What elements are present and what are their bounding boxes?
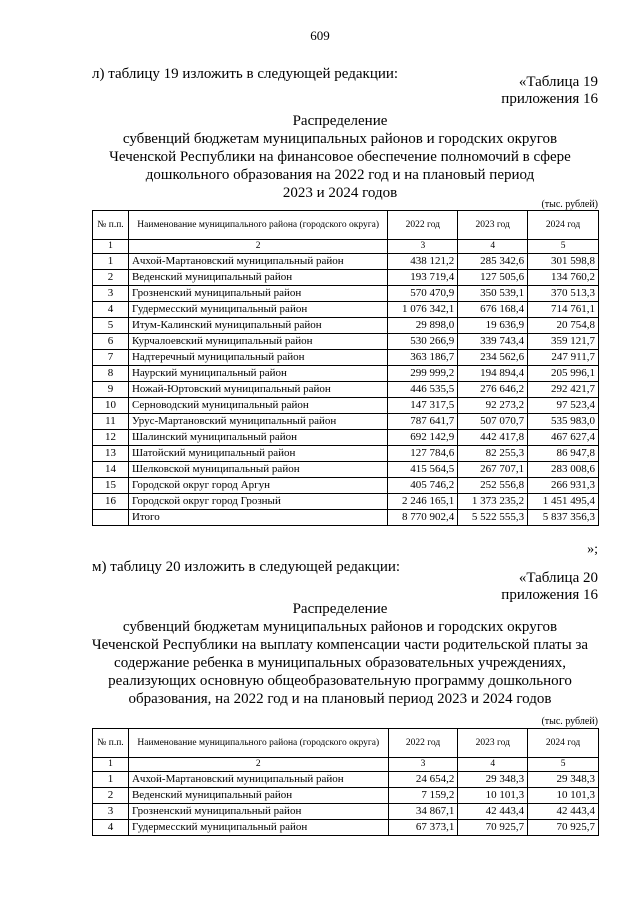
table-row <box>93 350 599 366</box>
index-cell: 3 <box>388 240 458 254</box>
table-row <box>93 382 599 398</box>
page-number: 609 <box>310 28 330 43</box>
row-num: 1 <box>93 254 129 270</box>
header-cell: 2022 год <box>388 211 458 240</box>
index-cell: 4 <box>458 758 528 772</box>
row-2022: 299 999,2 <box>388 366 458 382</box>
row-2023: 507 070,7 <box>458 414 528 430</box>
row-2022: 692 142,9 <box>388 430 458 446</box>
row-num: 15 <box>93 478 129 494</box>
row-2022: 24 654,2 <box>388 772 458 788</box>
row-2023: 70 925,7 <box>458 820 528 836</box>
row-2024: 10 101,3 <box>528 788 599 804</box>
table-row <box>93 804 599 820</box>
row-2024: 20 754,8 <box>528 318 599 334</box>
total-label: Итого <box>128 510 387 526</box>
title-line: дошкольного образования на 2022 год и на плановый период <box>145 167 535 183</box>
title-line: Распределение <box>292 113 388 129</box>
row-2022: 405 746,2 <box>388 478 458 494</box>
total-2023: 5 522 555,3 <box>458 510 528 526</box>
header-cell: Наименование муниципального района (городского округа) <box>128 729 388 758</box>
column-index-row <box>93 240 599 254</box>
row-2023: 19 636,9 <box>458 318 528 334</box>
row-2024: 370 513,3 <box>528 286 599 302</box>
index-cell: 2 <box>128 240 387 254</box>
row-num: 3 <box>93 804 129 820</box>
row-2022: 570 470,9 <box>388 286 458 302</box>
row-2023: 127 505,6 <box>458 270 528 286</box>
index-cell: 2 <box>128 758 388 772</box>
row-2024: 301 598,8 <box>528 254 599 270</box>
units-label: (тыс. рублей) <box>541 199 598 210</box>
row-2022: 67 373,1 <box>388 820 458 836</box>
header-cell: 2023 год <box>458 211 528 240</box>
row-2023: 82 255,3 <box>458 446 528 462</box>
row-name: Шелковской муниципальный район <box>128 462 387 478</box>
header-cell: № п.п. <box>93 211 129 240</box>
table-row <box>93 254 599 270</box>
title-line: Распределение <box>292 601 388 617</box>
row-2024: 247 911,7 <box>528 350 599 366</box>
title-line: реализующих основную общеобразовательную программу дошкольного <box>108 673 572 689</box>
row-name: Гудермесский муниципальный район <box>128 302 387 318</box>
row-num: 13 <box>93 446 129 462</box>
header-cell: № п.п. <box>93 729 129 758</box>
table-row <box>93 788 599 804</box>
row-num: 5 <box>93 318 129 334</box>
index-cell: 1 <box>93 758 129 772</box>
row-name: Серноводский муниципальный район <box>128 398 387 414</box>
table-row <box>93 302 599 318</box>
index-cell: 5 <box>528 758 599 772</box>
row-2023: 676 168,4 <box>458 302 528 318</box>
header-cell: 2024 год <box>528 211 599 240</box>
title-line: субвенций бюджетам муниципальных районов и городских округов <box>122 131 558 147</box>
row-2022: 34 867,1 <box>388 804 458 820</box>
row-name: Городской округ город Аргун <box>128 478 387 494</box>
instruction-table-20: м) таблицу 20 изложить в следующей редакции: <box>92 559 401 575</box>
table-20 <box>92 728 599 836</box>
row-num: 4 <box>93 302 129 318</box>
row-2024: 205 996,1 <box>528 366 599 382</box>
title-line: образования, на 2022 год и на плановый период 2023 и 2024 годов <box>128 691 552 707</box>
index-cell: 4 <box>458 240 528 254</box>
row-2023: 350 539,1 <box>458 286 528 302</box>
table-row <box>93 366 599 382</box>
row-2024: 714 761,1 <box>528 302 599 318</box>
row-name: Наурский муниципальный район <box>128 366 387 382</box>
table-row <box>93 494 599 510</box>
title-line: 2023 и 2024 годов <box>282 185 398 201</box>
row-2024: 467 627,4 <box>528 430 599 446</box>
index-cell: 3 <box>388 758 458 772</box>
row-2023: 92 273,2 <box>458 398 528 414</box>
column-index-row <box>93 758 599 772</box>
row-2022: 530 266,9 <box>388 334 458 350</box>
row-2022: 787 641,7 <box>388 414 458 430</box>
table-ref-line: приложения 16 <box>501 91 598 107</box>
total-2022: 8 770 902,4 <box>388 510 458 526</box>
row-2023: 29 348,3 <box>458 772 528 788</box>
row-name: Итум-Калинский муниципальный район <box>128 318 387 334</box>
row-name: Ачхой-Мартановский муниципальный район <box>128 772 388 788</box>
row-2022: 363 186,7 <box>388 350 458 366</box>
row-2023: 1 373 235,2 <box>458 494 528 510</box>
table-row <box>93 462 599 478</box>
header-cell: 2022 год <box>388 729 458 758</box>
table-header-row <box>93 729 599 758</box>
table-20-title <box>60 600 620 708</box>
row-2024: 29 348,3 <box>528 772 599 788</box>
row-name: Ножай-Юртовский муниципальный район <box>128 382 387 398</box>
row-name: Курчалоевский муниципальный район <box>128 334 387 350</box>
table-19 <box>92 210 599 526</box>
row-2024: 535 983,0 <box>528 414 599 430</box>
row-2023: 276 646,2 <box>458 382 528 398</box>
row-2024: 70 925,7 <box>528 820 599 836</box>
row-2022: 1 076 342,1 <box>388 302 458 318</box>
total-num <box>93 510 129 526</box>
row-2023: 234 562,6 <box>458 350 528 366</box>
row-2024: 266 931,3 <box>528 478 599 494</box>
header-cell: 2024 год <box>528 729 599 758</box>
index-cell: 1 <box>93 240 129 254</box>
row-name: Гудермесский муниципальный район <box>128 820 388 836</box>
table-19-reference <box>501 74 598 108</box>
table-row <box>93 270 599 286</box>
title-line: Чеченской Республики на выплату компенсации части родительской платы за <box>91 637 589 653</box>
row-2023: 339 743,4 <box>458 334 528 350</box>
row-num: 16 <box>93 494 129 510</box>
row-2024: 42 443,4 <box>528 804 599 820</box>
row-2023: 252 556,8 <box>458 478 528 494</box>
header-cell: 2023 год <box>458 729 528 758</box>
row-2023: 194 894,4 <box>458 366 528 382</box>
row-2024: 292 421,7 <box>528 382 599 398</box>
row-name: Веденский муниципальный район <box>128 270 387 286</box>
table-ref-line: приложения 16 <box>501 587 598 603</box>
row-name: Веденский муниципальный район <box>128 788 388 804</box>
table-19-title <box>60 112 620 202</box>
row-num: 10 <box>93 398 129 414</box>
table-20-reference <box>501 570 598 604</box>
row-num: 8 <box>93 366 129 382</box>
total-2024: 5 837 356,3 <box>528 510 599 526</box>
row-2022: 7 159,2 <box>388 788 458 804</box>
row-2022: 446 535,5 <box>388 382 458 398</box>
row-2024: 86 947,8 <box>528 446 599 462</box>
row-num: 6 <box>93 334 129 350</box>
row-name: Надтеречный муниципальный район <box>128 350 387 366</box>
row-name: Ачхой-Мартановский муниципальный район <box>128 254 387 270</box>
table-row <box>93 430 599 446</box>
row-2022: 29 898,0 <box>388 318 458 334</box>
row-name: Грозненский муниципальный район <box>128 804 388 820</box>
row-2024: 1 451 495,4 <box>528 494 599 510</box>
row-name: Городской округ город Грозный <box>128 494 387 510</box>
table-row <box>93 446 599 462</box>
row-num: 12 <box>93 430 129 446</box>
row-2022: 147 317,5 <box>388 398 458 414</box>
title-line: субвенций бюджетам муниципальных районов и городских округов <box>122 619 558 635</box>
row-2022: 193 719,4 <box>388 270 458 286</box>
row-2024: 359 121,7 <box>528 334 599 350</box>
index-cell: 5 <box>528 240 599 254</box>
table-row <box>93 334 599 350</box>
header-cell: Наименование муниципального района (городского округа) <box>128 211 387 240</box>
table-row <box>93 820 599 836</box>
row-2024: 97 523,4 <box>528 398 599 414</box>
row-num: 7 <box>93 350 129 366</box>
row-2022: 438 121,2 <box>388 254 458 270</box>
table-row <box>93 772 599 788</box>
row-2023: 442 417,8 <box>458 430 528 446</box>
row-num: 3 <box>93 286 129 302</box>
table-row <box>93 414 599 430</box>
row-2023: 10 101,3 <box>458 788 528 804</box>
row-2022: 415 564,5 <box>388 462 458 478</box>
table-row <box>93 318 599 334</box>
row-num: 1 <box>93 772 129 788</box>
row-2024: 283 008,6 <box>528 462 599 478</box>
table-row <box>93 478 599 494</box>
units-label: (тыс. рублей) <box>541 716 598 727</box>
closing-quote: »; <box>587 542 598 557</box>
total-row <box>93 510 599 526</box>
row-name: Грозненский муниципальный район <box>128 286 387 302</box>
row-name: Урус-Мартановский муниципальный район <box>128 414 387 430</box>
row-2023: 42 443,4 <box>458 804 528 820</box>
row-2023: 285 342,6 <box>458 254 528 270</box>
row-2024: 134 760,2 <box>528 270 599 286</box>
row-2022: 127 784,6 <box>388 446 458 462</box>
row-num: 9 <box>93 382 129 398</box>
instruction-table-19: л) таблицу 19 изложить в следующей редакции: <box>92 66 399 82</box>
row-name: Шалинский муниципальный район <box>128 430 387 446</box>
row-2022: 2 246 165,1 <box>388 494 458 510</box>
row-num: 2 <box>93 270 129 286</box>
table-row <box>93 286 599 302</box>
row-num: 11 <box>93 414 129 430</box>
table-header-row <box>93 211 599 240</box>
row-num: 2 <box>93 788 129 804</box>
row-2023: 267 707,1 <box>458 462 528 478</box>
table-row <box>93 398 599 414</box>
table-ref-line: «Таблица 19 <box>518 74 598 90</box>
row-num: 4 <box>93 820 129 836</box>
row-name: Шатойский муниципальный район <box>128 446 387 462</box>
title-line: Чеченской Республики на финансовое обеспечение полномочий в сфере <box>109 149 571 165</box>
table-ref-line: «Таблица 20 <box>518 570 598 586</box>
row-num: 14 <box>93 462 129 478</box>
title-line: содержание ребенка в муниципальных образовательных учреждениях, <box>114 655 566 671</box>
